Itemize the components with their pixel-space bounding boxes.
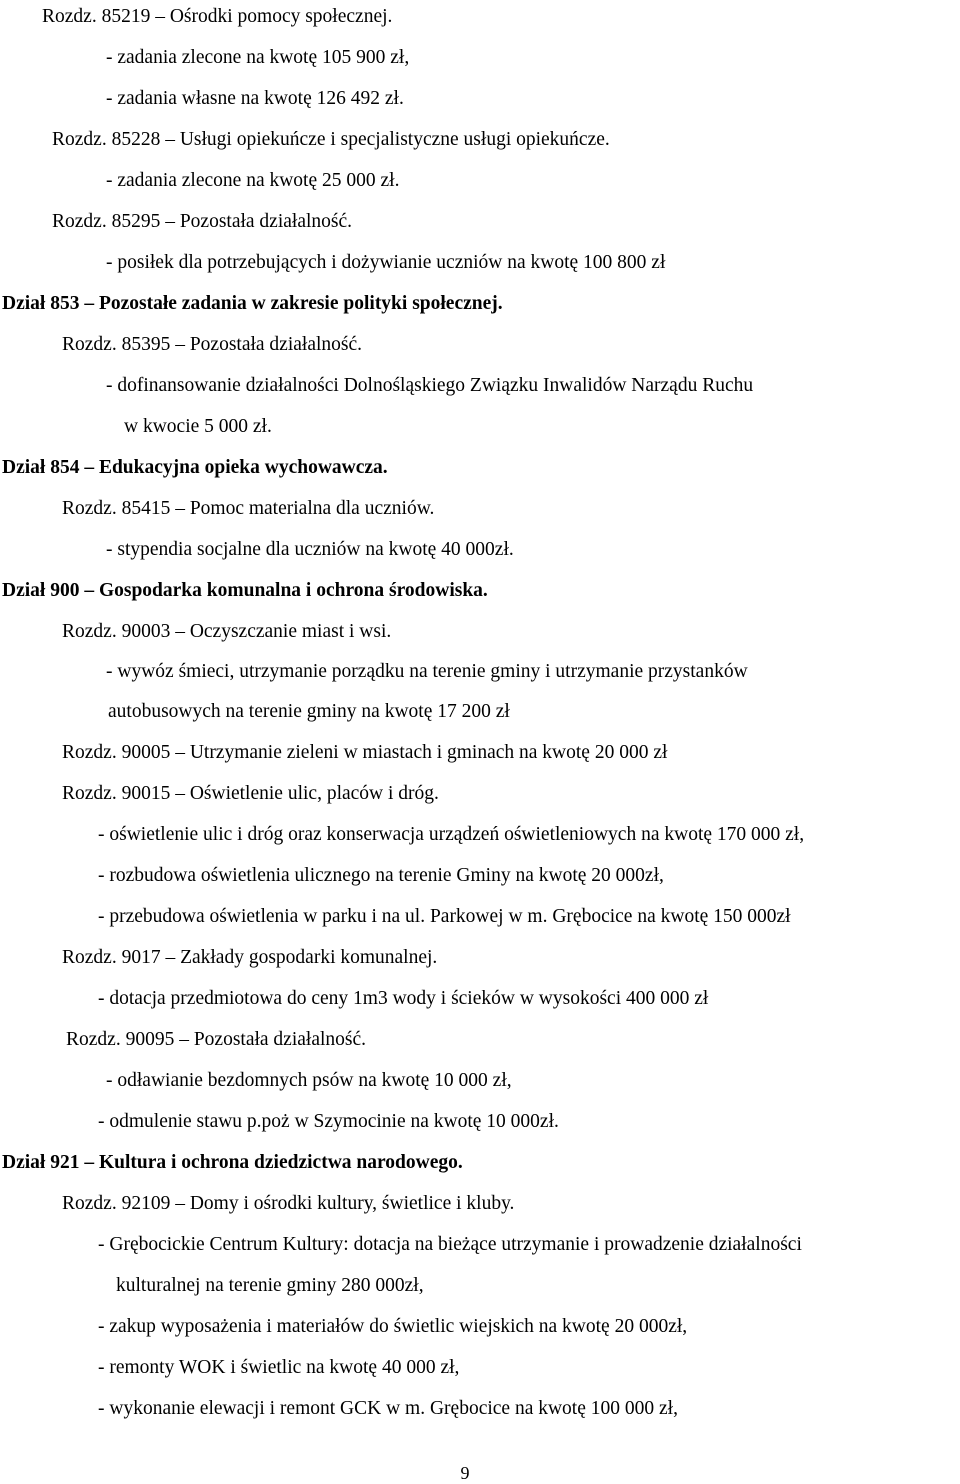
list-item: - dotacja przedmiotowa do ceny 1m3 wody i ścieków w wysokości 400 000 zł <box>98 988 709 1009</box>
subsection-heading: Rozdz. 85395 – Pozostała działalność. <box>62 334 363 355</box>
list-item-continuation: kulturalnej na terenie gminy 280 000zł, <box>116 1275 424 1296</box>
list-item: - zadania zlecone na kwotę 105 900 zł, <box>106 47 410 68</box>
section-heading: Dział 854 – Edukacyjna opieka wychowawcza. <box>2 457 388 478</box>
list-item: - zakup wyposażenia i materiałów do świetlic wiejskich na kwotę 20 000zł, <box>98 1316 688 1337</box>
section-heading: Dział 853 – Pozostałe zadania w zakresie polityki społecznej. <box>2 293 503 314</box>
subsection-heading: Rozdz. 85415 – Pomoc materialna dla uczniów. <box>62 498 435 519</box>
list-item: - Grębocickie Centrum Kultury: dotacja na bieżące utrzymanie i prowadzenie działalności <box>98 1234 802 1255</box>
subsection-heading: Rozdz. 85295 – Pozostała działalność. <box>52 211 353 232</box>
list-item-continuation: autobusowych na terenie gminy na kwotę 17 200 zł <box>108 701 510 722</box>
list-item: - odmulenie stawu p.poż w Szymocinie na kwotę 10 000zł. <box>98 1111 559 1132</box>
subsection-heading: Rozdz. 85219 – Ośrodki pomocy społecznej. <box>42 6 393 27</box>
section-heading: Dział 921 – Kultura i ochrona dziedzictwa narodowego. <box>2 1152 463 1173</box>
list-item: - odławianie bezdomnych psów na kwotę 10 000 zł, <box>106 1070 512 1091</box>
subsection-heading: Rozdz. 90015 – Oświetlenie ulic, placów i dróg. <box>62 783 439 804</box>
subsection-heading: Rozdz. 92109 – Domy i ośrodki kultury, świetlice i kluby. <box>62 1193 515 1214</box>
subsection-heading: Rozdz. 85228 – Usługi opiekuńcze i specjalistyczne usługi opiekuńcze. <box>52 129 610 150</box>
list-item: - wykonanie elewacji i remont GCK w m. Grębocice na kwotę 100 000 zł, <box>98 1398 678 1419</box>
list-item: - rozbudowa oświetlenia ulicznego na terenie Gminy na kwotę 20 000zł, <box>98 865 664 886</box>
list-item: - oświetlenie ulic i dróg oraz konserwacja urządzeń oświetleniowych na kwotę 170 000 zł, <box>98 824 805 845</box>
subsection-heading: Rozdz. 90005 – Utrzymanie zieleni w miastach i gminach na kwotę 20 000 zł <box>62 742 668 763</box>
subsection-heading: Rozdz. 90095 – Pozostała działalność. <box>66 1029 367 1050</box>
list-item-continuation: w kwocie 5 000 zł. <box>124 416 272 437</box>
list-item: - dofinansowanie działalności Dolnośląskiego Związku Inwalidów Narządu Ruchu <box>106 375 754 396</box>
list-item: - wywóz śmieci, utrzymanie porządku na terenie gminy i utrzymanie przystanków <box>106 661 748 682</box>
list-item: - remonty WOK i świetlic na kwotę 40 000 zł, <box>98 1357 460 1378</box>
page-number: 9 <box>460 1463 470 1483</box>
subsection-heading: Rozdz. 90003 – Oczyszczanie miast i wsi. <box>62 621 392 642</box>
list-item: - posiłek dla potrzebujących i dożywianie uczniów na kwotę 100 800 zł <box>106 252 666 273</box>
list-item: - zadania zlecone na kwotę 25 000 zł. <box>106 170 400 191</box>
list-item: - stypendia socjalne dla uczniów na kwotę 40 000zł. <box>106 539 514 560</box>
list-item: - zadania własne na kwotę 126 492 zł. <box>106 88 404 109</box>
list-item: - przebudowa oświetlenia w parku i na ul. Parkowej w m. Grębocice na kwotę 150 000zł <box>98 906 791 927</box>
section-heading: Dział 900 – Gospodarka komunalna i ochrona środowiska. <box>2 580 488 601</box>
subsection-heading: Rozdz. 9017 – Zakłady gospodarki komunalnej. <box>62 947 438 968</box>
